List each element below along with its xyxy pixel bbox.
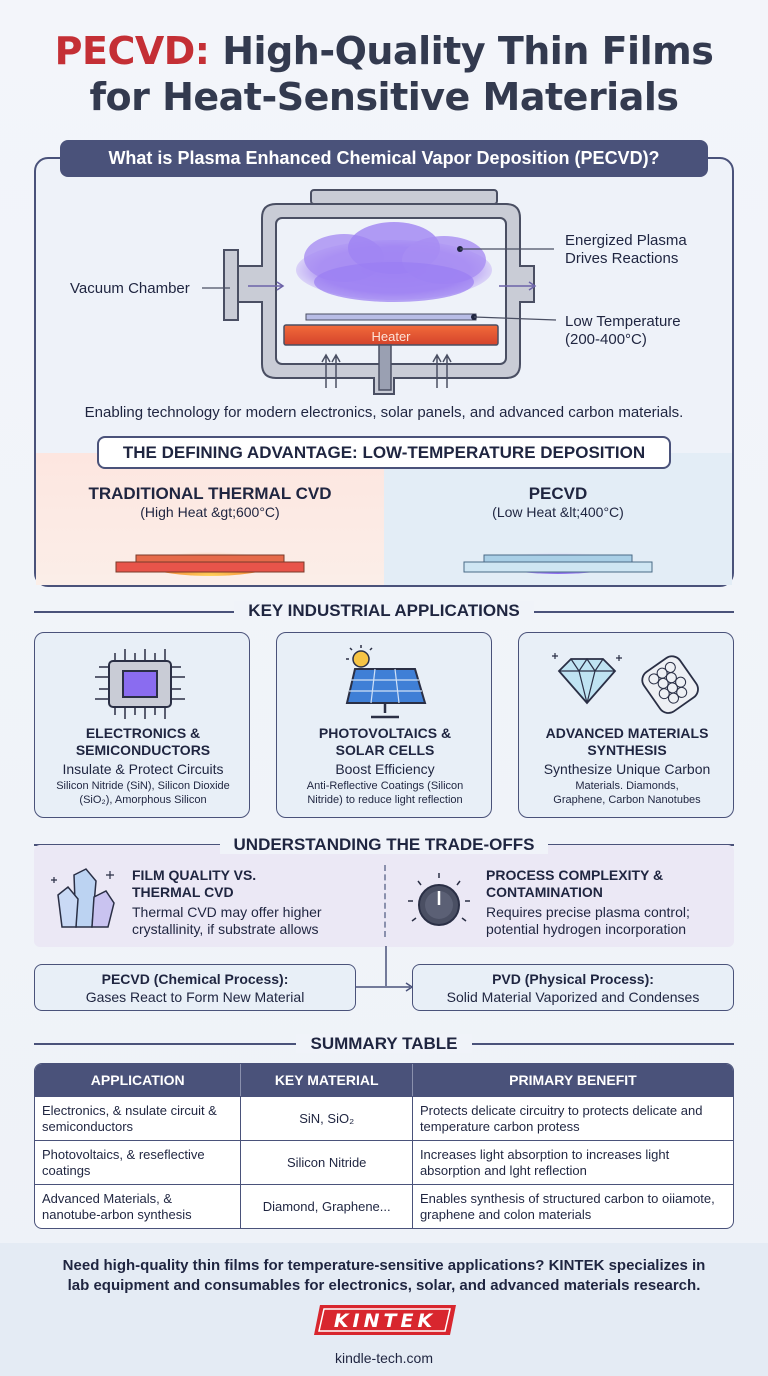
intro-question-banner: What is Plasma Enhanced Chemical Vapor Deposition (PECVD)? — [60, 140, 708, 177]
tradeoff-right-heading: PROCESS COMPLEXITY & CONTAMINATION — [486, 867, 664, 900]
pvd-process-box — [412, 964, 734, 1011]
hot-substrate-icon — [100, 530, 320, 580]
pecvd-process-box — [34, 964, 356, 1011]
table-cell: Photovoltaics, & reseflective coatings — [42, 1146, 205, 1178]
card-description: Materials. Diamonds, Graphene, Carbon Nanotubes — [553, 780, 701, 806]
title-line1: High-Quality Thin Films — [209, 29, 714, 73]
tradeoff-divider — [384, 865, 386, 937]
tradeoffs-heading: UNDERSTANDING THE TRADE-OFFS — [0, 835, 768, 855]
pvd-process-text: Solid Material Vaporized and Condenses — [446, 989, 700, 1005]
tradeoff-left-text: Thermal CVD may offer higher crystallinity, if substrate allows — [132, 904, 322, 937]
enabling-text: Enabling technology for modern electronics, solar panels, and advanced carbon materials. — [84, 404, 684, 421]
tradeoffs-panel — [34, 845, 734, 947]
solar-panel-icon — [277, 645, 493, 721]
advantage-banner: THE DEFINING ADVANTAGE: LOW-TEMPERATURE DEPOSITION — [97, 436, 671, 469]
card-subtitle: Insulate & Protect Circuits — [62, 761, 224, 777]
process-connector — [356, 946, 416, 992]
application-card-photovoltaics — [276, 632, 492, 818]
chip-icon — [35, 645, 251, 721]
table-row — [35, 1184, 733, 1228]
table-cell: Enables synthesis of structured carbon to oiiamote, graphene and colon materials — [412, 1185, 733, 1228]
plasma-label-2: Drives Reactions — [565, 250, 679, 267]
website-link[interactable]: kindle-tech.com — [334, 1350, 434, 1366]
plasma-label-1: Energized Plasma — [565, 232, 687, 249]
card-title: ADVANCED MATERIALS SYNTHESIS — [545, 725, 709, 758]
call-to-action: Need high-quality thin films for temperature-sensitive applications? KINTEK specializes in lab equipment and consumables for electronics, solar, and advanced materials research. — [62, 1257, 706, 1294]
crystal-icon — [50, 867, 120, 933]
pecvd-sub: (Low Heat &lt;400°C) — [492, 504, 624, 520]
title-accent: PECVD: — [54, 29, 210, 73]
tradeoff-right-text: Requires precise plasma control; potential hydrogen incorporation — [486, 904, 690, 937]
application-card-advanced-materials — [518, 632, 734, 818]
pecvd-process-heading: PECVD (Chemical Process): — [101, 971, 289, 987]
table-header-cell: KEY MATERIAL — [240, 1064, 412, 1096]
kintek-logo[interactable] — [310, 1303, 460, 1337]
applications-heading: KEY INDUSTRIAL APPLICATIONS — [0, 601, 768, 621]
vacuum-chamber-label: Vacuum Chamber — [70, 280, 190, 297]
card-subtitle: Synthesize Unique Carbon — [543, 761, 711, 777]
application-card-electronics — [34, 632, 250, 818]
pvd-process-heading: PVD (Physical Process): — [492, 971, 654, 987]
cool-substrate-icon — [448, 530, 668, 580]
summary-heading: SUMMARY TABLE — [0, 1034, 768, 1054]
thermal-cvd-sub: (High Heat &gt;600°C) — [140, 504, 280, 520]
heater-label: Heater — [371, 329, 411, 344]
knob-icon — [404, 871, 474, 933]
table-header-cell: APPLICATION — [90, 1072, 185, 1088]
pecvd-heading: PECVD — [528, 484, 588, 503]
card-description: Anti-Reflective Coatings (Silicon Nitride) to reduce light reflection — [306, 780, 464, 806]
table-cell: Diamond, Graphene... — [240, 1185, 412, 1228]
temperature-label-1: Low Temperature — [565, 313, 681, 330]
page-title — [0, 28, 768, 120]
title-line2: for Heat-Sensitive Materials — [89, 75, 679, 119]
temperature-label-2: (200-400°C) — [565, 331, 647, 348]
logo-text: KINTEK — [333, 1310, 437, 1332]
summary-table — [34, 1063, 734, 1229]
table-cell: SiN, SiO₂ — [240, 1097, 412, 1140]
table-row — [35, 1140, 733, 1184]
thermal-cvd-heading: TRADITIONAL THERMAL CVD — [88, 484, 332, 503]
card-description: Silicon Nitride (SiN), Silicon Dioxide (SiO₂), Amorphous Silicon — [56, 780, 230, 806]
table-row — [35, 1096, 733, 1140]
table-cell: Protects delicate circuitry to protects delicate and temperature carbon protess — [412, 1097, 733, 1140]
pecvd-process-text: Gases React to Form New Material — [85, 989, 305, 1005]
card-title: ELECTRONICS & SEMICONDUCTORS — [75, 725, 211, 758]
table-header-row — [35, 1064, 733, 1096]
card-title: PHOTOVOLTAICS & SOLAR CELLS — [318, 725, 452, 758]
tradeoff-left-heading: FILM QUALITY VS. THERMAL CVD — [132, 867, 257, 900]
table-header-cell: PRIMARY BENEFIT — [412, 1064, 733, 1096]
table-cell: Silicon Nitride — [240, 1141, 412, 1184]
table-cell: Advanced Materials, & nanotube-arbon synthesis — [42, 1190, 192, 1222]
card-subtitle: Boost Efficiency — [335, 761, 435, 777]
diamond-nanotube-icon — [519, 645, 735, 721]
table-cell: Increases light absorption to increases light absorption and lght reflection — [412, 1141, 733, 1184]
table-cell: Electronics, & nsulate circuit & semiconductors — [42, 1102, 217, 1134]
